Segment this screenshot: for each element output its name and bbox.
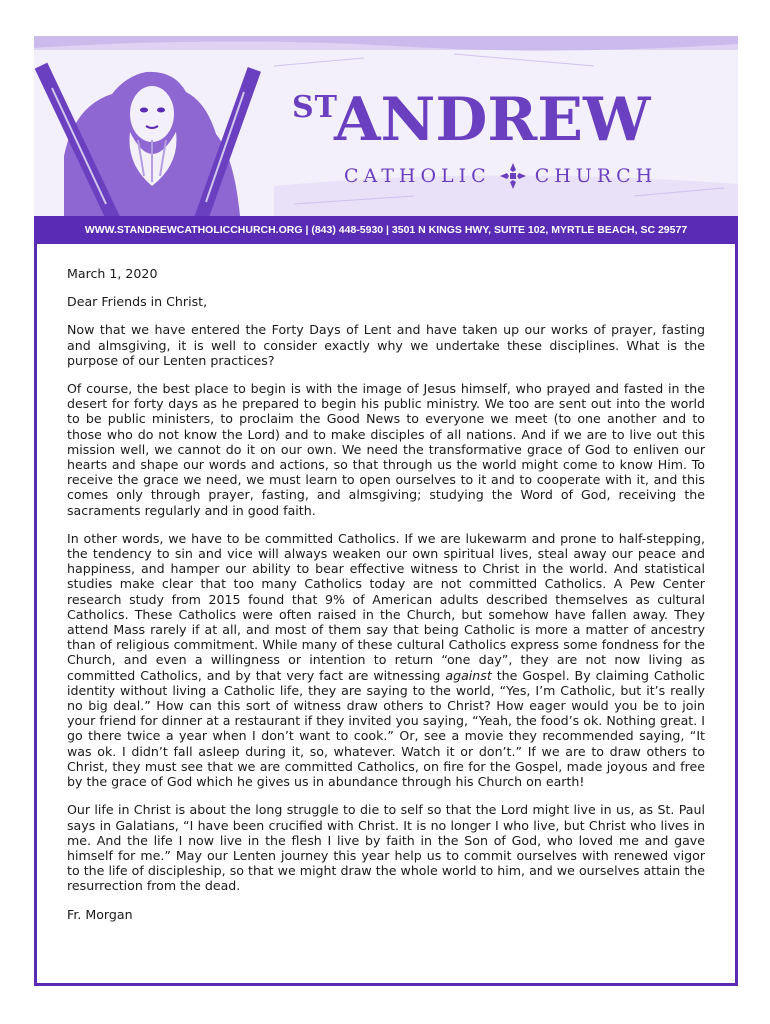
- church-subtitle: [344, 162, 714, 190]
- letter-signature: Fr. Morgan: [67, 906, 133, 922]
- paragraph-1: Now that we have entered the Forty Days of Lent and have taken up our works of prayer, fasting and almsgiving, it is well to consider exactly why we undertake these disciplines. What is the purpose of our Lenten practices?: [67, 322, 705, 368]
- letter-salutation: Dear Friends in Christ,: [67, 294, 208, 310]
- cross-icon: [499, 162, 527, 190]
- title-st: ST: [292, 90, 338, 125]
- paragraph-3-part-b: the Gospel. By claiming Catholic identity without living a Catholic life, they are saying to the world, “Yes, I’m Catholic, but it’s really no big deal.” How can this sort of witness draw others to Christ? How eager would you be to join your friend for dinner at a restaurant if they invited you saying, “Yeah, the food’s ok. Nothing great. I go there twice a year when I don’t want to cook.” Or, see a movie they recommended saying, “It was ok. I didn’t fall asleep during it, so, whatever. Watch it or don’t.” If we are to draw others to Christ, they must see that we are committed Catholics, on fire for the Gospel, made joyous and free by the grace of God which he gives us in abundance through his Church on earth!: [67, 667, 705, 790]
- paragraph-4: Our life in Christ is about the long struggle to die to self so that the Lord might live in us, as St. Paul says in Galatians, “I have been crucified with Christ. It is no longer I who live, but Christ who lives in me. And the life I now live in the flesh I live by faith in the Son of God, who loved me and gave himself for me.” May our Lenten journey this year help us to commit ourselves with renewed vigor to the life of discipleship, so that we might draw the whole world to him, and we ourselves attain the resurrection from the dead.: [67, 802, 705, 894]
- paragraph-3-part-a: In other words, we have to be committed Catholics. If we are lukewarm and prone to half-stepping, the tendency to sin and vice will always weaken our own spiritual lives, steal away our peace and happiness, and hamper our ability to bear effective witness to Christ in the world. And statistical studies make clear that too many Catholics today are not committed Catholics. A Pew Center research study from 2015 found that 9% of American adults described themselves as cultural Catholics. These Catholics were often raised in the Church, but somehow have fallen away. They attend Mass rarely if at all, and most of them say that being Catholic is more a matter of ancestry than of religious commitment. While many of these cultural Catholics express some fondness for the Church, and even a willingness or intention to return “one day”, they are not now living as committed Catholics, and by that very fact are witnessing: [67, 530, 705, 683]
- paragraph-3-emphasis: against: [445, 667, 492, 683]
- masthead: [34, 36, 738, 216]
- letter-date: March 1, 2020: [67, 266, 158, 281]
- title-andrew: ANDREW: [334, 85, 651, 155]
- letter-body: [67, 266, 705, 935]
- contact-bar: [34, 216, 738, 244]
- subtitle-church: CHURCH: [534, 165, 658, 187]
- church-title: [284, 84, 734, 214]
- paragraph-2: Of course, the best place to begin is with the image of Jesus himself, who prayed and fasted in the desert for forty days as he prepared to begin his public ministry. We too are sent out into the world to be public ministers, to proclaim the Good News to everyone we meet (to one another and to those who do not know the Lord) and to make disciples of all nations. And if we are to live out this mission well, we cannot do it on our own. We need the transformative grace of God to enliven our hearts and shape our words and actions, so that through us the world might come to know Him. To receive the grace we need, we must learn to open ourselves to it and to cooperate with it, and this comes only through prayer, fasting, and almsgiving; studying the Word of God, receiving the sacraments regularly and in good faith.: [67, 381, 705, 518]
- subtitle-catholic: CATHOLIC: [344, 165, 491, 187]
- contact-info: WWW.STANDREWCATHOLICCHURCH.ORG | (843) 448-5930 | 3501 N KINGS HWY, SUITE 102, MYRTLE BEACH, SC 29577: [84, 224, 688, 236]
- paragraph-3: [67, 531, 705, 789]
